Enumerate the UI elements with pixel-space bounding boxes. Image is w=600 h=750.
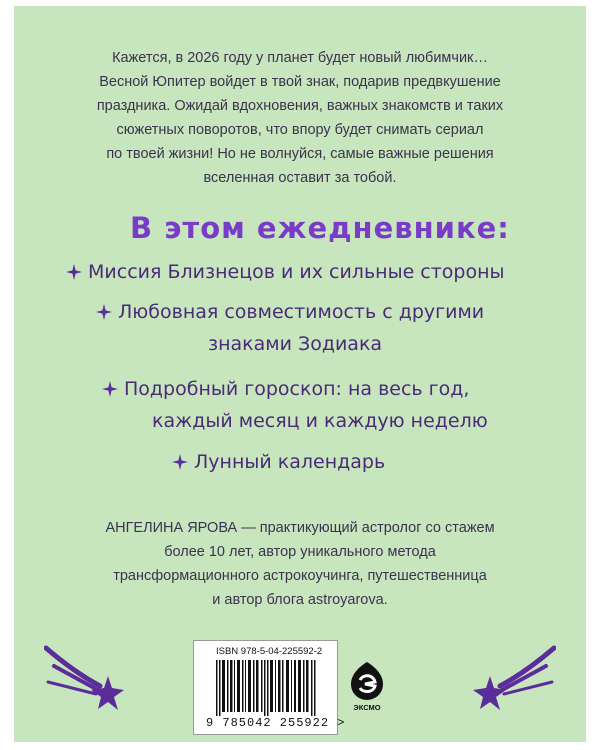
sparkle-icon: [102, 381, 118, 397]
author-line: трансформационного астрокоучинга, путешественница: [113, 568, 487, 584]
barcode-bars: [216, 660, 316, 716]
feature-item-line: Миссия Близнецов и их сильные стороны: [88, 261, 505, 283]
feature-item-line: Любовная совместимость с другими: [118, 301, 485, 323]
feature-item-moon-calendar: [194, 446, 385, 478]
sparkle-icon: [66, 264, 82, 280]
feature-item-compatibility: [118, 296, 484, 360]
eksmo-logo-icon: [345, 660, 389, 704]
author-line: АНГЕЛИНА ЯРОВА — практикующий астролог со стажем: [105, 520, 495, 536]
feature-item-line: знаками Зодиака: [208, 333, 383, 355]
comet-star-icon-right: [456, 642, 556, 712]
intro-line: вселенная оставит за тобой.: [203, 170, 397, 186]
isbn-text: ISBN 978-5-04-225592-2: [216, 646, 323, 657]
feature-item-line: Подробный гороскоп: на весь год,: [124, 378, 470, 400]
barcode-digits: 9 785042 255922 >: [206, 716, 346, 730]
comet-star-icon-left: [44, 642, 136, 712]
sparkle-icon: [172, 454, 188, 470]
publisher-logo: [345, 660, 389, 716]
author-bio: [54, 516, 546, 612]
publisher-logo-text: ЭКСМО: [353, 703, 381, 712]
feature-item-mission: [88, 256, 505, 288]
intro-line: сюжетных поворотов, что впору будет снимать сериал: [116, 122, 484, 138]
book-back-cover: [14, 6, 586, 742]
features-heading: В этом ежедневнике:: [130, 211, 510, 245]
intro-line: Весной Юпитер войдет в твой знак, подарив предвкушение: [99, 74, 501, 90]
feature-item-line: каждый месяц и каждую неделю: [152, 410, 488, 432]
author-line: более 10 лет, автор уникального метода: [164, 544, 436, 560]
feature-item-line: Лунный календарь: [194, 451, 386, 473]
feature-item-horoscope: [124, 373, 488, 437]
intro-line: по твоей жизни! Но не волнуйся, самые важные решения: [106, 146, 494, 162]
intro-text: [54, 46, 546, 190]
sparkle-icon: [96, 304, 112, 320]
author-line: и автор блога astroyarova.: [212, 592, 388, 608]
intro-line: Кажется, в 2026 году у планет будет новый любимчик…: [112, 50, 488, 66]
isbn-barcode: [193, 640, 346, 735]
intro-line: праздника. Ожидай вдохновения, важных знакомств и таких: [96, 98, 504, 114]
